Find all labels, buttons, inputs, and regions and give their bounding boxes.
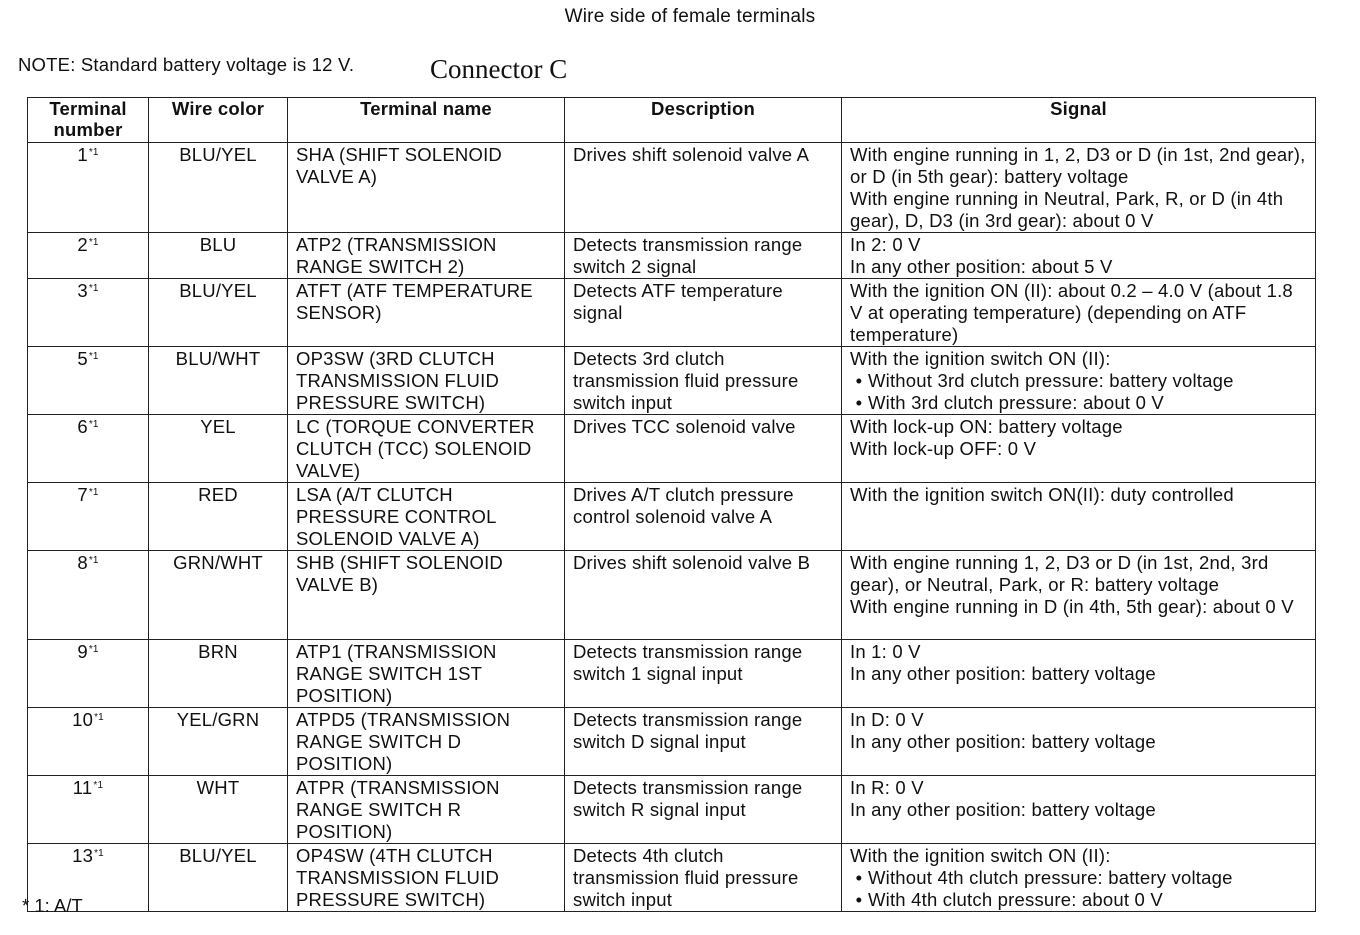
footnote-mark: *1 — [94, 848, 104, 859]
description: Drives TCC solenoid valve — [565, 415, 842, 483]
description: Detects 4th clutch transmission fluid pressure switch input — [565, 844, 842, 912]
page-title: Wire side of female terminals — [564, 6, 816, 27]
footnote: * 1: A/T — [22, 895, 83, 916]
signal-bullet-line: • With 4th clutch pressure: about 0 V — [850, 889, 1307, 911]
header-signal: Signal — [842, 98, 1316, 143]
footnote-mark: *1 — [88, 147, 99, 158]
terminal-number-value: 5 — [77, 348, 88, 369]
terminal-number — [28, 415, 149, 483]
terminal-number-value: 11 — [72, 777, 93, 798]
terminal-number — [28, 776, 149, 844]
terminal-number-value: 7 — [77, 484, 88, 505]
terminal-number-value: 10 — [72, 709, 94, 730]
wire-color: BLU/YEL — [149, 143, 288, 233]
terminal-name: ATPD5 (TRANSMISSION RANGE SWITCH D POSITION) — [288, 708, 565, 776]
terminal-number — [28, 483, 149, 551]
signal-line: In 2: 0 V — [850, 234, 921, 255]
footnote-mark: *1 — [88, 487, 99, 498]
description: Drives A/T clutch pressure control solenoid valve A — [565, 483, 842, 551]
signal — [842, 233, 1316, 279]
terminal-number — [28, 347, 149, 415]
signal — [842, 640, 1316, 708]
signal-line: With lock-up ON: battery voltage — [850, 416, 1123, 437]
terminal-number — [28, 233, 149, 279]
signal-bullet-line: • Without 3rd clutch pressure: battery voltage — [850, 370, 1307, 392]
terminal-number-value: 13 — [72, 845, 94, 866]
signal-line: In any other position: about 5 V — [850, 256, 1113, 277]
footnote-mark: *1 — [88, 419, 99, 430]
footnote-mark: *1 — [94, 712, 104, 723]
signal-line: With the ignition switch ON (II): — [850, 348, 1111, 369]
wire-color: BLU/YEL — [149, 279, 288, 347]
table-header-row — [28, 98, 1316, 143]
header-wire-color: Wire color — [149, 98, 288, 143]
signal — [842, 279, 1316, 347]
terminal-name: SHA (SHIFT SOLENOID VALVE A) — [288, 143, 565, 233]
terminal-number-value: 3 — [77, 280, 88, 301]
terminal-number-value: 8 — [77, 552, 88, 573]
signal — [842, 844, 1316, 912]
description: Detects transmission range switch 2 signal — [565, 233, 842, 279]
signal-line: With engine running in 1, 2, D3 or D (in 1st, 2nd gear), or D (in 5th gear): battery voltage — [850, 144, 1306, 187]
description: Detects transmission range switch R signal input — [565, 776, 842, 844]
signal — [842, 483, 1316, 551]
terminal-name: ATFT (ATF TEMPERATURE SENSOR) — [288, 279, 565, 347]
connector-label: Connector C — [430, 54, 568, 84]
terminal-name: SHB (SHIFT SOLENOID VALVE B) — [288, 551, 565, 640]
signal-bullet-line: • With 3rd clutch pressure: about 0 V — [850, 392, 1307, 414]
signal-line: With lock-up OFF: 0 V — [850, 438, 1037, 459]
signal-line: In any other position: battery voltage — [850, 731, 1156, 752]
table-row — [28, 415, 1316, 483]
terminal-name: LSA (A/T CLUTCH PRESSURE CONTROL SOLENOID VALVE A) — [288, 483, 565, 551]
table-row — [28, 708, 1316, 776]
signal-line: With the ignition switch ON(II): duty controlled — [850, 484, 1234, 505]
signal — [842, 143, 1316, 233]
battery-voltage-note: NOTE: Standard battery voltage is 12 V. — [18, 54, 355, 75]
signal — [842, 415, 1316, 483]
table-row — [28, 347, 1316, 415]
terminal-name: OP3SW (3RD CLUTCH TRANSMISSION FLUID PRESSURE SWITCH) — [288, 347, 565, 415]
description: Detects ATF temperature signal — [565, 279, 842, 347]
wire-color: YEL — [149, 415, 288, 483]
terminal-number-value: 6 — [77, 416, 88, 437]
signal-line: With engine running in Neutral, Park, R, or D (in 4th gear), D, D3 (in 3rd gear): about 0 V — [850, 188, 1284, 231]
table-row — [28, 640, 1316, 708]
wire-color: YEL/GRN — [149, 708, 288, 776]
terminal-number — [28, 143, 149, 233]
footnote-mark: *1 — [88, 644, 99, 655]
terminal-number-value: 1 — [77, 144, 88, 165]
signal-line: With engine running in D (in 4th, 5th gear): about 0 V — [850, 596, 1294, 617]
terminal-name: OP4SW (4TH CLUTCH TRANSMISSION FLUID PRESSURE SWITCH) — [288, 844, 565, 912]
terminal-number-value: 9 — [77, 641, 88, 662]
table-row — [28, 776, 1316, 844]
footnote-mark: *1 — [88, 351, 99, 362]
signal — [842, 551, 1316, 640]
wire-color: RED — [149, 483, 288, 551]
description: Detects 3rd clutch transmission fluid pressure switch input — [565, 347, 842, 415]
header-description: Description — [565, 98, 842, 143]
description: Detects transmission range switch D signal input — [565, 708, 842, 776]
terminal-name: LC (TORQUE CONVERTER CLUTCH (TCC) SOLENOID VALVE) — [288, 415, 565, 483]
terminal-number — [28, 640, 149, 708]
signal-line: In R: 0 V — [850, 777, 924, 798]
signal — [842, 776, 1316, 844]
terminal-name: ATPR (TRANSMISSION RANGE SWITCH R POSITION) — [288, 776, 565, 844]
signal-line: With engine running 1, 2, D3 or D (in 1st, 2nd, 3rd gear), or Neutral, Park, or R: battery voltage — [850, 552, 1269, 595]
wire-color: BLU — [149, 233, 288, 279]
wire-color: BLU/WHT — [149, 347, 288, 415]
signal — [842, 708, 1316, 776]
table-row — [28, 483, 1316, 551]
wire-color: BLU/YEL — [149, 844, 288, 912]
wire-color: BRN — [149, 640, 288, 708]
terminal-number — [28, 279, 149, 347]
table-row — [28, 143, 1316, 233]
table-body — [28, 143, 1316, 912]
signal-line: With the ignition ON (II): about 0.2 – 4.0 V (about 1.8 V at operating temperature) (depending on ATF temperature) — [850, 280, 1293, 345]
description: Drives shift solenoid valve A — [565, 143, 842, 233]
table-row — [28, 844, 1316, 912]
table-row — [28, 233, 1316, 279]
terminal-table — [27, 97, 1316, 912]
terminal-number-value: 2 — [77, 234, 88, 255]
signal-line: With the ignition switch ON (II): — [850, 845, 1111, 866]
terminal-number — [28, 551, 149, 640]
signal-line: In D: 0 V — [850, 709, 924, 730]
terminal-name: ATP2 (TRANSMISSION RANGE SWITCH 2) — [288, 233, 565, 279]
header-terminal-name: Terminal name — [288, 98, 565, 143]
signal-bullet-line: • Without 4th clutch pressure: battery voltage — [850, 867, 1307, 889]
header-terminal-number: Terminal number — [28, 98, 149, 143]
table-row — [28, 551, 1316, 640]
footnote-mark: *1 — [88, 283, 99, 294]
description: Detects transmission range switch 1 signal input — [565, 640, 842, 708]
footnote-mark: *1 — [88, 237, 99, 248]
signal-line: In any other position: battery voltage — [850, 799, 1156, 820]
footnote-mark: *1 — [93, 780, 104, 791]
footnote-mark: *1 — [88, 555, 99, 566]
wire-color: WHT — [149, 776, 288, 844]
terminal-name: ATP1 (TRANSMISSION RANGE SWITCH 1ST POSITION) — [288, 640, 565, 708]
table-row — [28, 279, 1316, 347]
terminal-number — [28, 708, 149, 776]
wire-color: GRN/WHT — [149, 551, 288, 640]
signal — [842, 347, 1316, 415]
signal-line: In 1: 0 V — [850, 641, 921, 662]
signal-line: In any other position: battery voltage — [850, 663, 1156, 684]
description: Drives shift solenoid valve B — [565, 551, 842, 640]
